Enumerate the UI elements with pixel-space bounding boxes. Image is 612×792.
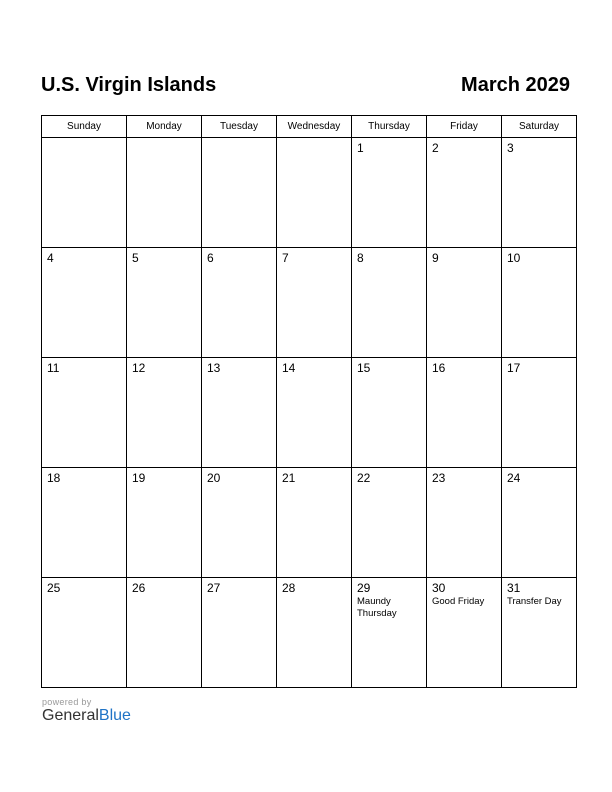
day-number: 31 [507,581,521,595]
day-cell [427,358,502,468]
day-cell [42,358,127,468]
day-cell [277,468,352,578]
day-number [127,138,201,141]
weekday-wednesday: Wednesday [277,116,352,138]
day-cell [42,468,127,578]
week-row [42,578,577,688]
day-cell [352,248,427,358]
day-cell [502,138,577,248]
day-cell [42,248,127,358]
week-row [42,138,577,248]
day-number: 25 [47,581,61,595]
holiday-label: Maundy Thursday [357,596,397,619]
day-cell [277,358,352,468]
day-number: 7 [282,251,289,265]
day-cell [42,138,127,248]
week-row [42,358,577,468]
day-cell [502,358,577,468]
weekday-friday: Friday [427,116,502,138]
day-cell [502,578,577,688]
holiday-label: Good Friday [432,596,485,607]
month-title: March 2029 [461,73,570,96]
day-number: 12 [132,361,146,375]
day-cell [202,248,277,358]
day-cell [202,578,277,688]
day-cell [42,578,127,688]
calendar-body [42,138,577,688]
calendar-header [41,70,570,100]
region-title: U.S. Virgin Islands [41,73,217,96]
day-cell [502,248,577,358]
day-number: 5 [132,251,139,265]
day-cell [352,578,427,688]
day-number: 9 [432,251,439,265]
day-number [277,138,351,141]
day-number: 27 [207,581,221,595]
day-number [202,138,276,141]
day-cell [277,138,352,248]
day-number: 28 [282,581,296,595]
day-cell [127,468,202,578]
day-number: 13 [207,361,221,375]
day-number: 18 [47,471,61,485]
weekday-monday: Monday [127,116,202,138]
day-number: 4 [47,251,54,265]
day-cell [427,138,502,248]
day-number: 10 [507,251,521,265]
day-number: 17 [507,361,521,375]
day-cell [352,468,427,578]
footer [42,697,131,725]
calendar-grid [41,115,577,688]
day-number: 23 [432,471,446,485]
day-cell [202,468,277,578]
day-number: 29 [357,581,371,595]
day-cell [502,468,577,578]
day-cell [352,138,427,248]
weekday-tuesday: Tuesday [202,116,277,138]
day-cell [352,358,427,468]
day-number: 22 [357,471,371,485]
week-row [42,248,577,358]
weekday-saturday: Saturday [502,116,577,138]
powered-by-text: powered by [42,697,92,707]
day-cell [127,358,202,468]
holiday-label: Transfer Day [507,596,562,607]
day-number: 20 [207,471,221,485]
day-number: 2 [432,141,439,155]
day-number: 26 [132,581,146,595]
day-number: 30 [432,581,446,595]
weekday-sunday: Sunday [42,116,127,138]
day-number: 15 [357,361,371,375]
day-number: 14 [282,361,296,375]
day-number: 24 [507,471,521,485]
day-number: 8 [357,251,364,265]
day-cell [127,138,202,248]
brand-blue: Blue [98,707,131,724]
day-cell [427,578,502,688]
day-number: 16 [432,361,446,375]
day-number: 21 [282,471,296,485]
day-cell [202,138,277,248]
generalblue-logo [42,707,131,725]
day-cell [127,578,202,688]
day-number: 19 [132,471,146,485]
day-cell [127,248,202,358]
day-cell [202,358,277,468]
brand-general: General [42,707,99,724]
weekday-header-row [42,116,577,138]
day-number [42,138,126,141]
day-cell [427,468,502,578]
day-number: 6 [207,251,214,265]
week-row [42,468,577,578]
day-number: 3 [507,141,514,155]
day-cell [427,248,502,358]
day-cell [277,248,352,358]
weekday-thursday: Thursday [352,116,427,138]
day-cell [277,578,352,688]
day-number: 1 [357,141,364,155]
day-number: 11 [47,361,60,375]
